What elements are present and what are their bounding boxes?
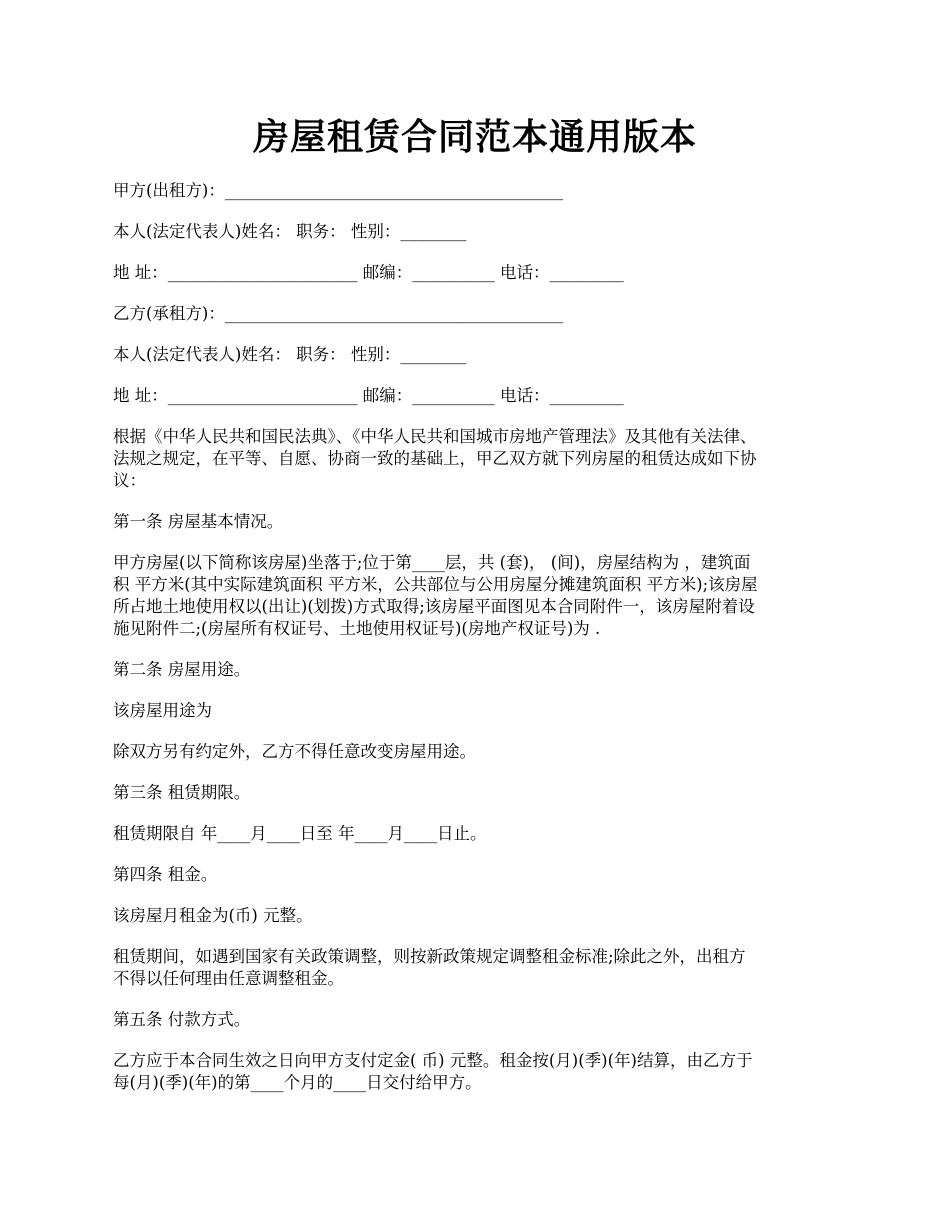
party-b-address-line: 地 址：_______________________ 邮编：__________ 电话：_________ (113, 386, 624, 405)
document-body (113, 180, 848, 1094)
article-1-heading: 第一条 房屋基本情况。 (113, 512, 284, 531)
document-title: 房屋租赁合同范本通用版本 (252, 116, 697, 158)
article-2-heading: 第二条 房屋用途。 (113, 660, 251, 679)
article-4-line: 不得以任何理由任意调整租金。 (113, 969, 344, 988)
article-1-line: 甲方房屋(以下简称该房屋)坐落于;位于第____层，共 (套)， (间)，房屋结构为 ，建筑面 (113, 553, 751, 572)
article-5-heading: 第五条 付款方式。 (113, 1010, 251, 1029)
article-3-term-line: 租赁期限自 年____月____日至 年____月____日止。 (113, 824, 487, 843)
article-3-heading: 第三条 租赁期限。 (113, 783, 251, 802)
party-a-address-line: 地 址：_______________________ 邮编：__________ 电话：_________ (113, 263, 624, 282)
article-1-line: 施见附件二;(房屋所有权证号、土地使用权证号)(房地产权证号)为 . (113, 619, 601, 638)
party-b-line: 乙方(承租方)：_________________________________________ (113, 304, 564, 323)
party-a-representative-line: 本人(法定代表人)姓名： 职务： 性别：________ (113, 222, 467, 241)
article-4-adjustment-paragraph (113, 946, 848, 990)
article-4-rent-line: 该房屋月租金为(币) 元整。 (113, 906, 313, 925)
article-4-heading: 第四条 租金。 (113, 865, 218, 884)
preamble-paragraph (113, 426, 848, 492)
article-1-line: 积 平方米(其中实际建筑面积 平方米，公共部位与公用房屋分摊建筑面积 平方米);该房屋 (113, 575, 758, 594)
article-1-paragraph (113, 552, 848, 640)
preamble-line: 根据《中华人民共和国民法典》、《中华人民共和国城市房地产管理法》及其他有关法律、 (113, 427, 757, 446)
article-1-line: 所占地土地使用权以(出让)(划拨)方式取得;该房屋平面图见本合同附件一，该房屋附着设 (113, 597, 755, 616)
article-5-line: 乙方应于本合同生效之日向甲方支付定金( 币) 元整。租金按(月)(季)(年)结算，由乙方于 (113, 1051, 753, 1070)
party-b-representative-line: 本人(法定代表人)姓名： 职务： 性别：________ (113, 345, 467, 364)
article-5-paragraph (113, 1050, 848, 1094)
article-5-line: 每(月)(季)(年)的第____个月的____日交付给甲方。 (113, 1073, 482, 1092)
preamble-line: 议： (113, 471, 146, 490)
party-a-line: 甲方(出租方)：_________________________________________ (113, 181, 564, 200)
preamble-line: 法规之规定，在平等、自愿、协商一致的基础上，甲乙双方就下列房屋的租赁达成如下协 (113, 449, 757, 468)
article-2-restriction-line: 除双方另有约定外，乙方不得任意改变房屋用途。 (113, 742, 476, 761)
article-2-usage-line: 该房屋用途为 (113, 701, 212, 720)
article-4-line: 租赁期间，如遇到国家有关政策调整，则按新政策规定调整租金标准;除此之外，出租方 (113, 947, 746, 966)
